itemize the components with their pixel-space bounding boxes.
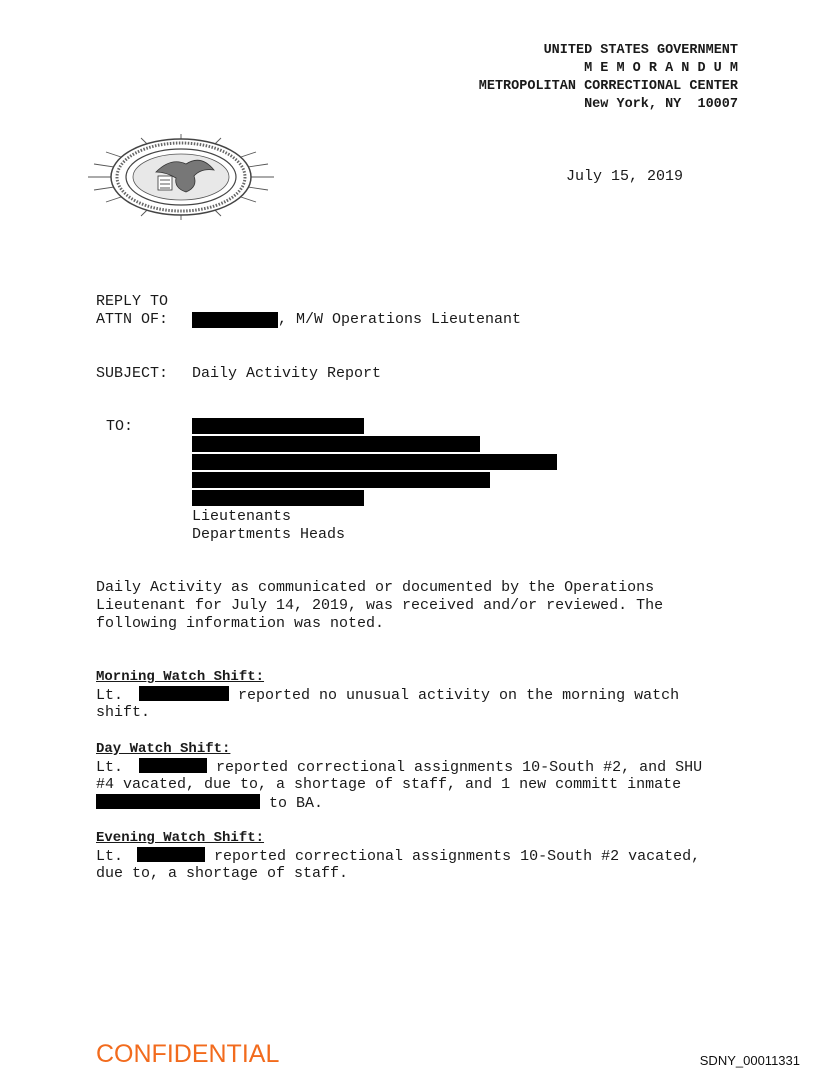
bureau-of-prisons-seal-icon: [86, 132, 276, 222]
day-watch-text: reported correctional assignments 10-South #2, and SHU: [207, 759, 703, 776]
redaction-bar: [192, 472, 490, 488]
lt-label: Lt.: [96, 687, 124, 704]
redaction-bar: [192, 436, 480, 452]
subject-value: Daily Activity Report: [192, 365, 382, 382]
day-watch-line-2: #4 vacated, due to, a shortage of staff, and 1 new committ inmate: [96, 776, 682, 793]
redaction-bar: [139, 686, 229, 701]
morning-watch-line-2: shift.: [96, 704, 151, 721]
redaction-bar: [137, 847, 205, 862]
evening-watch-text: reported correctional assignments 10-South #2 vacated,: [205, 848, 701, 865]
morning-watch-title: Morning Watch Shift:: [96, 669, 265, 685]
bates-number: SDNY_00011331: [699, 1053, 800, 1068]
redaction-bar: [139, 758, 207, 773]
day-watch-title: Day Watch Shift:: [96, 741, 231, 757]
subject-label: SUBJECT:: [96, 365, 169, 382]
lt-label: Lt.: [96, 759, 124, 776]
to-department-heads: Departments Heads: [192, 526, 346, 543]
day-watch-line-1: [96, 758, 702, 777]
to-lieutenants: Lieutenants: [192, 508, 292, 525]
header-institution: METROPOLITAN CORRECTIONAL CENTER: [478, 79, 738, 94]
evening-watch-line-2: due to, a shortage of staff.: [96, 865, 349, 882]
redaction-bar: [96, 794, 260, 809]
header-agency: UNITED STATES GOVERNMENT: [543, 43, 738, 58]
confidential-stamp: CONFIDENTIAL: [96, 1040, 280, 1068]
redaction-bar: [192, 490, 364, 506]
intro-line-2: Lieutenant for July 14, 2019, was received and/or reviewed. The: [96, 597, 664, 614]
intro-line-1: Daily Activity as communicated or documented by the Operations: [96, 579, 655, 596]
header-memorandum: M E M O R A N D U M: [584, 61, 738, 76]
header-address: New York, NY 10007: [584, 97, 738, 112]
reply-to-label: REPLY TO: [96, 293, 169, 310]
lt-label: Lt.: [96, 848, 124, 865]
to-label: TO:: [106, 418, 134, 435]
evening-watch-title: Evening Watch Shift:: [96, 830, 265, 846]
attn-of-value: , M/W Operations Lieutenant: [278, 311, 522, 328]
intro-line-3: following information was noted.: [96, 615, 385, 632]
memo-date: July 15, 2019: [566, 168, 684, 185]
morning-watch-text: reported no unusual activity on the morning watch: [229, 687, 680, 704]
attn-of-label: ATTN OF:: [96, 311, 169, 328]
evening-watch-line-1: [96, 847, 700, 866]
redaction-bar: [192, 418, 364, 434]
redaction-bar: [192, 312, 278, 328]
redaction-bar: [192, 454, 557, 470]
morning-watch-line-1: [96, 686, 679, 705]
day-watch-line-3: [96, 794, 323, 813]
day-watch-text-end: to BA.: [260, 795, 324, 812]
